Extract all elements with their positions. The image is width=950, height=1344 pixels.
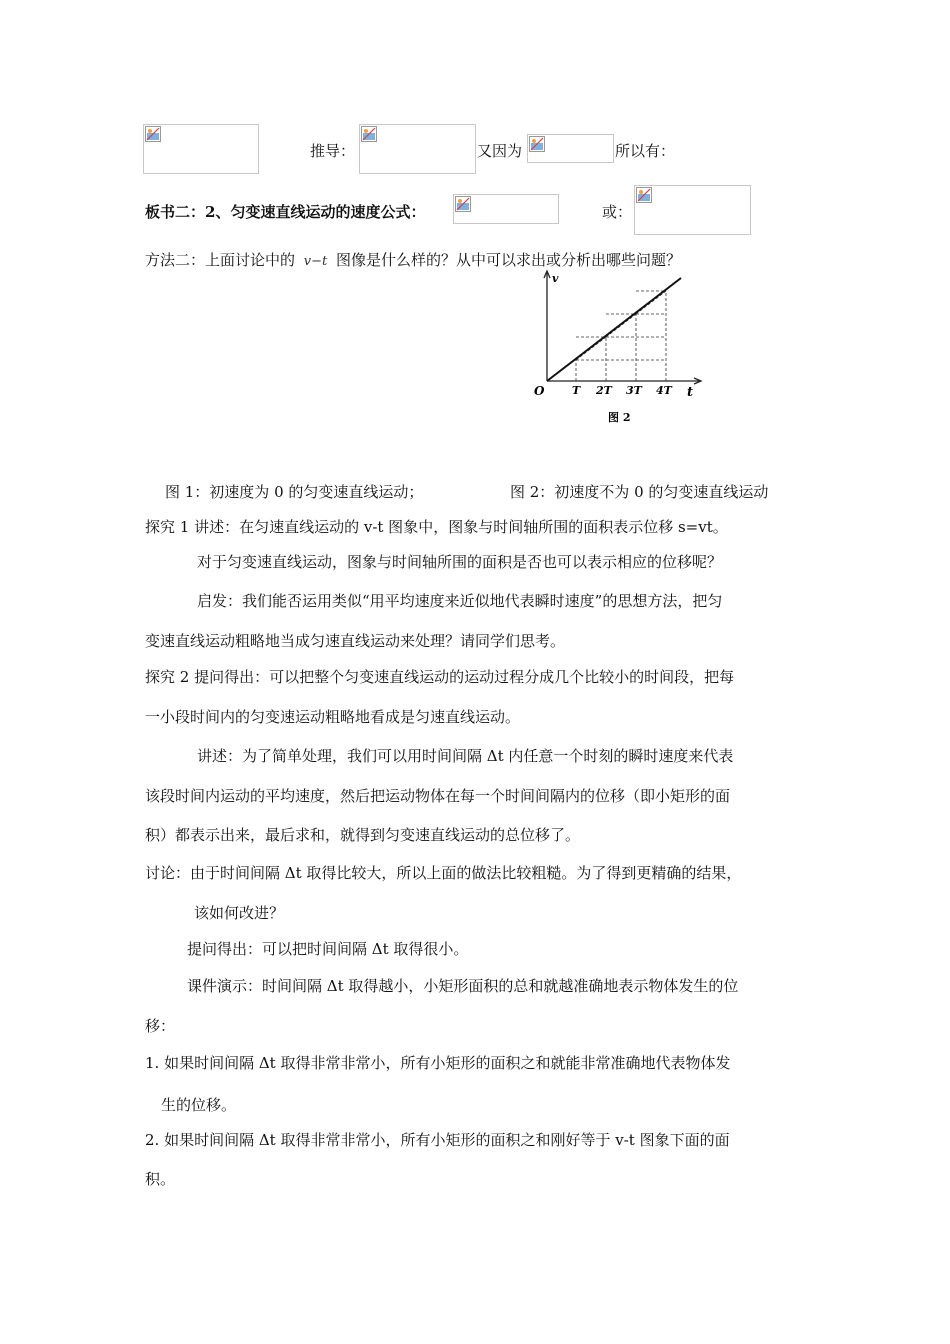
broken-image-icon (361, 126, 377, 142)
tick-label: 4T (656, 384, 672, 397)
broken-image-icon (529, 136, 545, 152)
broken-image-icon (636, 187, 652, 203)
paragraph-line: 移： (145, 1017, 176, 1035)
method2-suffix: 图像是什么样的？从中可以求出或分析出哪些问题？ (336, 251, 682, 269)
method2-prefix: 方法二：上面讨论中的 (145, 251, 296, 269)
paragraph-line: 该如何改进？ (194, 904, 285, 922)
vt-symbol: v−t (303, 254, 328, 269)
figure-caption: 图 2 (608, 411, 631, 424)
formula-image-4 (453, 194, 559, 224)
paragraph-line: 积。 (145, 1170, 176, 1188)
tick-label: 3T (626, 384, 642, 397)
velocity-line (547, 278, 681, 381)
vt-graph-figure (528, 268, 708, 433)
paragraph-line: 2. 如果时间间隔 Δt 取得非常非常小，所有小矩形的面积之和刚好等于 v-t 图象下面的面 (145, 1131, 730, 1149)
board-title: 板书二：2、匀变速直线运动的速度公式： (145, 203, 426, 221)
axis-t-label: t (687, 385, 694, 400)
formula-image-5 (634, 185, 751, 235)
because-label: 又因为 (477, 142, 523, 160)
paragraph-line: 生的位移。 (161, 1096, 237, 1114)
paragraph-line: 积）都表示出来，最后求和，就得到匀变速直线运动的总位移了。 (145, 826, 581, 844)
broken-image-icon (455, 196, 471, 212)
method2-line (145, 249, 681, 270)
paragraph-line: 对于匀变速直线运动，图象与时间轴所围的面积是否也可以表示相应的位移呢？ (197, 553, 723, 571)
tick-label: T (572, 384, 581, 397)
formula-image-3 (527, 134, 614, 163)
fig2-caption: 图 2：初速度不为 0 的匀变速直线运动 (510, 483, 769, 501)
paragraph-line: 启发：我们能否运用类似“用平均速度来近似地代表瞬时速度”的思想方法，把匀 (197, 592, 723, 610)
formula-image-2 (359, 124, 476, 174)
paragraph-line: 探究 1 讲述：在匀速直线运动的 v-t 图象中，图象与时间轴所围的面积表示位移 s=vt。 (145, 518, 728, 536)
paragraph-line: 讲述：为了简单处理，我们可以用时间间隔 Δt 内任意一个时刻的瞬时速度来代表 (197, 747, 734, 765)
step-rectangles (576, 291, 666, 381)
paragraph-line: 提问得出：可以把时间间隔 Δt 取得很小。 (187, 940, 469, 958)
paragraph-line: 一小段时间内的匀变速运动粗略地看成是匀速直线运动。 (145, 708, 521, 726)
paragraph-line: 探究 2 提问得出：可以把整个匀变速直线运动的运动过程分成几个比较小的时间段，把每 (145, 668, 735, 686)
paragraph-line: 课件演示：时间间隔 Δt 取得越小，小矩形面积的总和就越准确地表示物体发生的位 (187, 977, 739, 995)
so-label: 所以有： (615, 142, 676, 160)
tick-label: 2T (596, 384, 612, 397)
formula-image-1 (143, 124, 259, 174)
broken-image-icon (145, 126, 161, 142)
origin-label: O (534, 384, 545, 398)
paragraph-line: 1. 如果时间间隔 Δt 取得非常非常小，所有小矩形的面积之和就能非常准确地代表物体发 (145, 1054, 731, 1072)
paragraph-line: 该段时间内运动的平均速度，然后把运动物体在每一个时间间隔内的位移（即小矩形的面 (145, 787, 731, 805)
paragraph-line: 变速直线运动粗略地当成匀速直线运动来处理？请同学们思考。 (145, 632, 566, 650)
axis-v-label: v (552, 272, 559, 285)
fig1-caption: 图 1：初速度为 0 的匀变速直线运动； (165, 483, 424, 501)
derive-label: 推导： (310, 142, 356, 160)
or-label: 或： (602, 203, 633, 221)
paragraph-line: 讨论：由于时间间隔 Δt 取得比较大，所以上面的做法比较粗糙。为了得到更精确的结果， (145, 864, 742, 882)
